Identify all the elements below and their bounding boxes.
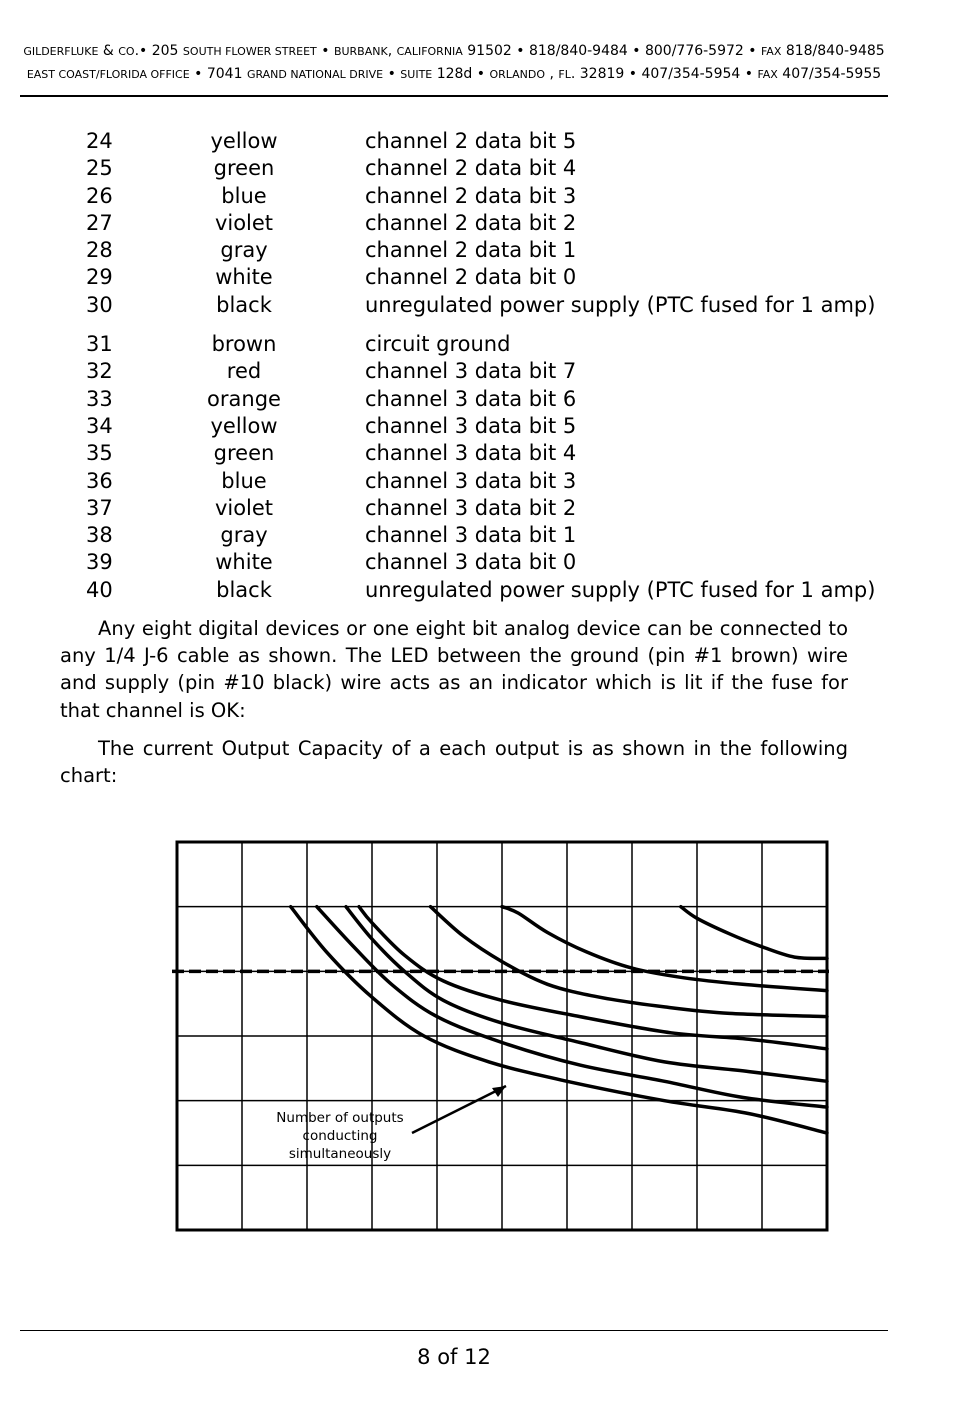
pin-number: 37 (86, 495, 113, 520)
wire-color: orange (207, 386, 281, 411)
pin-function: circuit ground (365, 332, 511, 357)
pin-function: channel 3 data bit 5 (365, 413, 577, 438)
letterhead-text: SOUTH FLOWER STREET (182, 45, 317, 58)
wire-color: gray (220, 238, 268, 263)
letterhead-text: EAST COAST/FLORIDA OFFICE (26, 68, 190, 81)
wire-color: black (216, 577, 272, 602)
pin-number: 34 (86, 413, 113, 438)
letterhead-text: 818/840-9485 (781, 43, 885, 59)
header-rule (20, 95, 888, 97)
pin-function: unregulated power supply (PTC fused for 1 amp) (365, 577, 876, 602)
pin-number: 38 (86, 523, 113, 548)
letterhead-text: • (316, 43, 334, 59)
series-curve (502, 907, 827, 991)
letterhead-text: & (98, 43, 119, 59)
series-curve (681, 907, 827, 959)
annotation-arrow (412, 1086, 506, 1133)
letterhead-text: .• 205 (134, 43, 183, 59)
pin-number: 31 (86, 332, 113, 357)
pin-number: 25 (86, 156, 113, 181)
letterhead-text: 128d • (432, 66, 490, 82)
pin-function: channel 3 data bit 7 (365, 359, 577, 384)
footer-rule (20, 1330, 888, 1331)
pin-function: channel 3 data bit 1 (365, 523, 577, 548)
annotation-label-line: simultaneously (288, 1146, 392, 1162)
wire-color: green (213, 441, 275, 466)
wire-color: blue (221, 468, 267, 493)
letterhead-text: . 32819 • 407/354-5954 • (570, 66, 758, 82)
annotation-label-line: Number of outputs (276, 1110, 404, 1126)
letterhead-text: FL (558, 68, 571, 81)
wire-color: violet (214, 495, 274, 520)
wire-color: white (215, 550, 273, 575)
series-curve (317, 907, 827, 1107)
wire-color: white (215, 265, 273, 290)
pin-number: 26 (86, 183, 113, 208)
letterhead-line-1 (0, 40, 908, 63)
wire-color: green (213, 156, 275, 181)
pin-function: channel 3 data bit 0 (365, 550, 577, 575)
pin-number: 39 (86, 550, 113, 575)
wire-color: yellow (210, 413, 278, 438)
annotation-label (276, 1110, 403, 1162)
letterhead-text: CO (118, 45, 135, 58)
letterhead-text: • (383, 66, 401, 82)
wire-color: violet (214, 210, 274, 235)
annotation-label-line: conducting (302, 1128, 378, 1144)
pin-function: channel 2 data bit 5 (365, 129, 577, 153)
pin-number: 36 (86, 468, 113, 493)
pin-function: unregulated power supply (PTC fused for 1 amp) (365, 292, 876, 317)
letterhead-text: FAX (760, 45, 782, 58)
chart-canvas (170, 836, 835, 1236)
series-curve (359, 907, 827, 1049)
wire-color: black (216, 292, 272, 317)
pin-number: 40 (86, 577, 113, 602)
pin-function: channel 2 data bit 2 (365, 210, 577, 235)
paragraph-led-indicator: Any eight digital devices or one eight bit analog device can be connected to any 1/4 J-6 cable as shown. The LED between the ground (pin #1 brown) wire and supply (pin #10 black) wire acts as an indicator which is lit if the fuse for that channel is OK: (60, 617, 848, 722)
pin-function: channel 2 data bit 0 (365, 265, 577, 290)
letterhead-text: FAX (757, 68, 778, 81)
letterhead-text: SUITE (400, 68, 433, 81)
wire-color: gray (220, 523, 268, 548)
pin-function: channel 3 data bit 2 (365, 495, 577, 520)
letterhead (0, 40, 908, 86)
pin-number: 27 (86, 210, 113, 235)
pin-number: 30 (86, 292, 113, 317)
pin-function: channel 2 data bit 1 (365, 238, 577, 263)
pin-number: 24 (86, 129, 113, 153)
pin-number: 29 (86, 265, 113, 290)
pin-function: channel 3 data bit 6 (365, 386, 577, 411)
pin-number: 35 (86, 441, 113, 466)
pin-function: channel 3 data bit 3 (365, 468, 577, 493)
series-curve (431, 907, 828, 1017)
wire-color: blue (221, 183, 267, 208)
wire-color: red (226, 359, 262, 384)
pin-number: 32 (86, 359, 113, 384)
wire-color: yellow (210, 129, 278, 153)
pin-number: 28 (86, 238, 113, 263)
letterhead-text: 91502 • 818/840-9484 • 800/776-5972 • (462, 43, 761, 59)
pin-number: 33 (86, 386, 113, 411)
pin-function: channel 2 data bit 4 (365, 156, 577, 181)
letterhead-text: ORLANDO (489, 68, 546, 81)
letterhead-text: , (387, 43, 397, 59)
letterhead-text: • 7041 (189, 66, 247, 82)
letterhead-line-2 (0, 63, 908, 86)
letterhead-text: , (545, 66, 559, 82)
letterhead-text: BURBANK (333, 45, 388, 58)
paragraph-output-capacity: The current Output Capacity of a each output is as shown in the following chart: (60, 737, 848, 788)
letterhead-text: CALIFORNIA (396, 45, 463, 58)
letterhead-text: 407/354-5955 (777, 66, 882, 82)
pin-function: channel 2 data bit 3 (365, 183, 577, 208)
output-capacity-chart (170, 836, 835, 1240)
letterhead-text: GILDERFLUKE (23, 45, 99, 58)
letterhead-text: GRAND NATIONAL DRIVE (246, 68, 384, 81)
page-number: 8 of 12 (417, 1345, 491, 1369)
pin-function: channel 3 data bit 4 (365, 441, 577, 466)
wire-color: brown (211, 332, 277, 357)
